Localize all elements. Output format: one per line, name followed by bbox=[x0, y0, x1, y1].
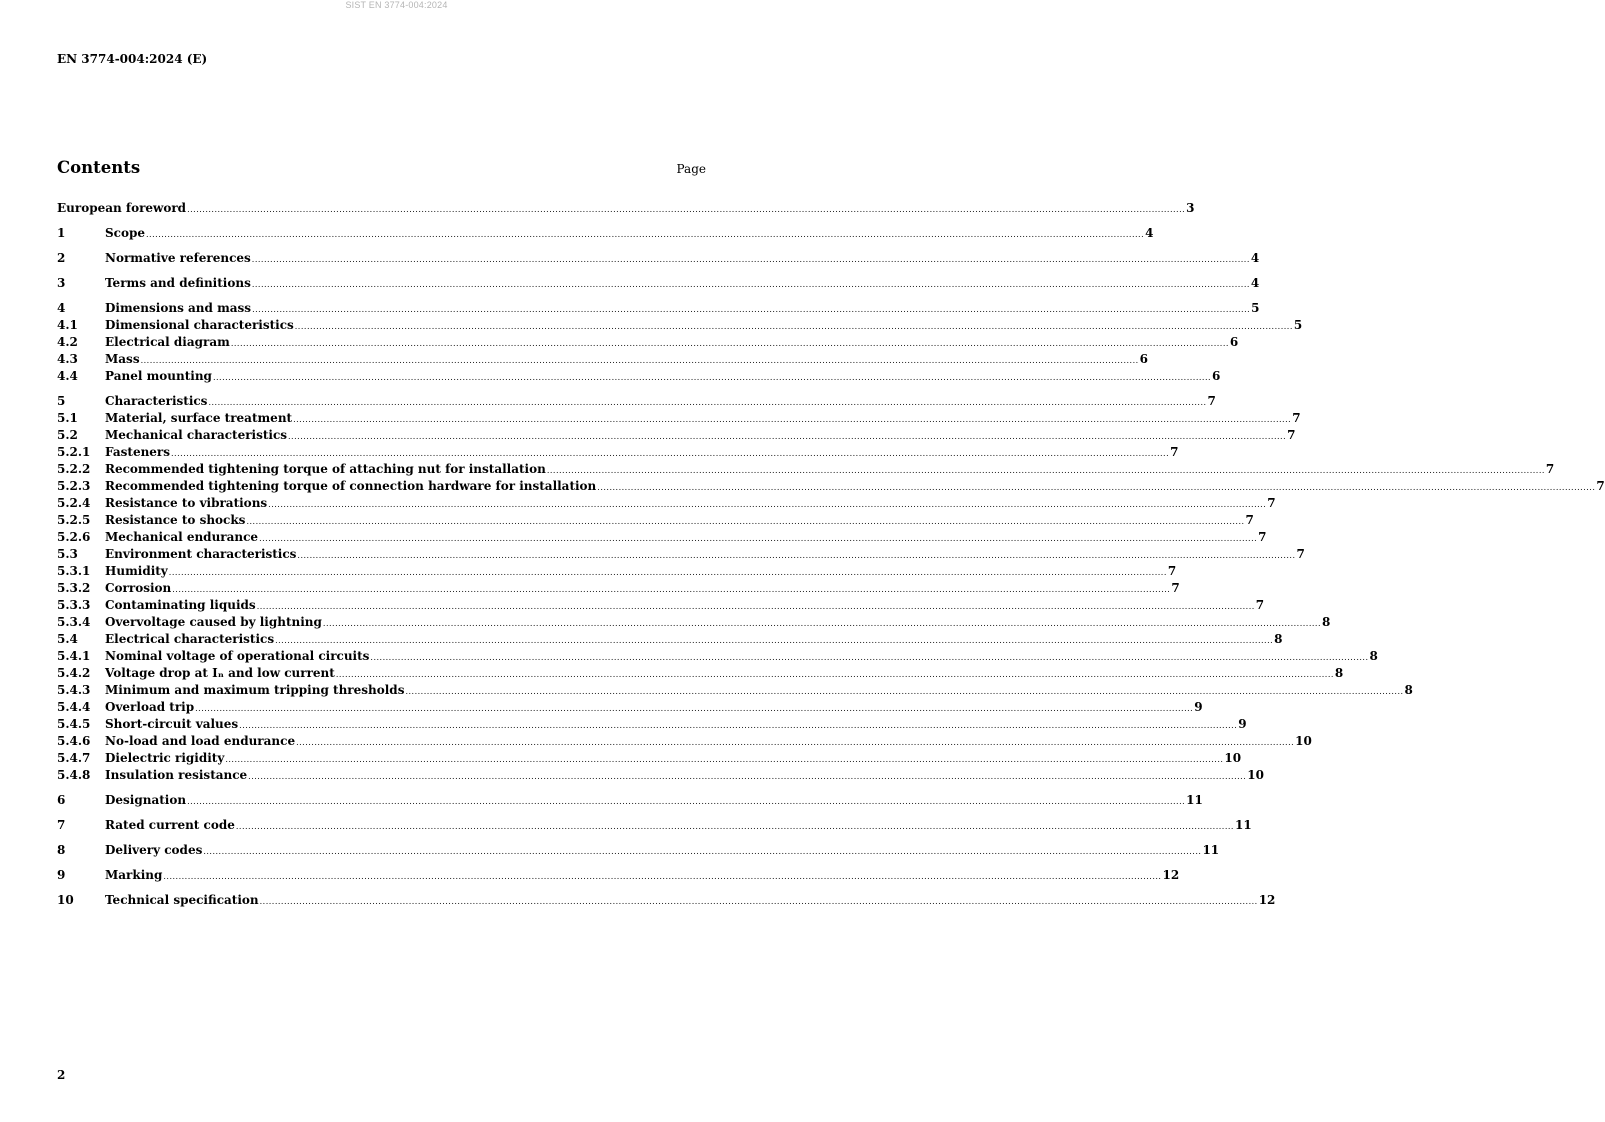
toc-entry-title: No-load and load endurance bbox=[105, 734, 296, 748]
toc-entry-page: 7 bbox=[1170, 445, 1179, 459]
toc-entry[interactable] bbox=[57, 275, 1260, 292]
toc-entry-number: 8 bbox=[57, 843, 66, 857]
toc-entry[interactable] bbox=[57, 563, 1177, 580]
toc-entry-title: Terms and definitions bbox=[105, 276, 251, 290]
toc-dot-leader bbox=[405, 683, 1403, 700]
toc-entry-title: Panel mounting bbox=[105, 369, 212, 383]
toc-dot-leader bbox=[268, 496, 1266, 513]
toc-entry-number: 1 bbox=[57, 226, 66, 240]
toc-entry-page: 3 bbox=[1186, 201, 1195, 215]
toc-dot-leader bbox=[236, 818, 1234, 835]
toc-entry[interactable] bbox=[57, 529, 1267, 546]
toc-dot-leader bbox=[252, 301, 1250, 318]
toc-entry-title: Environment characteristics bbox=[105, 547, 297, 561]
toc-entry-page: 11 bbox=[1202, 843, 1220, 857]
toc-entry-page: 7 bbox=[1292, 411, 1301, 425]
toc-entry[interactable] bbox=[57, 597, 1265, 614]
toc-entry[interactable] bbox=[57, 250, 1260, 267]
toc-dot-leader bbox=[203, 843, 1201, 860]
toc-entry-number: 5.2.5 bbox=[57, 513, 91, 527]
toc-entry-title: Designation bbox=[105, 793, 187, 807]
toc-entry-page: 7 bbox=[1267, 496, 1276, 510]
toc-dot-leader bbox=[323, 615, 1321, 632]
toc-entry[interactable] bbox=[57, 767, 1264, 784]
toc-dot-leader bbox=[288, 428, 1286, 445]
toc-entry-page: 7 bbox=[1545, 462, 1555, 476]
toc-entry[interactable] bbox=[57, 410, 1301, 427]
toc-entry-number: 5.4.2 bbox=[57, 666, 91, 680]
toc-entry-page: 6 bbox=[1139, 352, 1149, 366]
toc-entry-title: Technical specification bbox=[105, 893, 259, 907]
toc-entry[interactable] bbox=[57, 478, 1605, 495]
table-of-contents bbox=[57, 200, 1605, 909]
toc-entry-page: 12 bbox=[1258, 893, 1276, 907]
toc-entry-page: 4 bbox=[1250, 276, 1260, 290]
toc-entry[interactable] bbox=[57, 716, 1247, 733]
toc-entry[interactable] bbox=[57, 300, 1260, 317]
toc-entry-title: Delivery codes bbox=[105, 843, 203, 857]
toc-entry[interactable] bbox=[57, 368, 1221, 385]
toc-dot-leader bbox=[597, 479, 1595, 496]
toc-entry[interactable] bbox=[57, 665, 1344, 682]
toc-entry-number: 4.3 bbox=[57, 352, 78, 366]
toc-entry[interactable] bbox=[57, 461, 1555, 478]
toc-entry-page: 8 bbox=[1274, 632, 1283, 646]
toc-entry-number: 5.2.4 bbox=[57, 496, 91, 510]
toc-entry[interactable] bbox=[57, 393, 1216, 410]
toc-entry[interactable] bbox=[57, 225, 1154, 242]
toc-entry-page: 10 bbox=[1224, 751, 1242, 765]
toc-entry[interactable] bbox=[57, 334, 1239, 351]
toc-entry[interactable] bbox=[57, 792, 1203, 809]
toc-entry[interactable] bbox=[57, 444, 1179, 461]
toc-dot-leader bbox=[259, 530, 1257, 547]
toc-entry[interactable] bbox=[57, 648, 1378, 665]
toc-dot-leader bbox=[295, 318, 1293, 335]
toc-entry-number: 5.4.8 bbox=[57, 768, 91, 782]
toc-entry-title: Material, surface treatment bbox=[105, 411, 293, 425]
toc-entry-number: 5.2.2 bbox=[57, 462, 91, 476]
toc-entry-page: 10 bbox=[1295, 734, 1312, 748]
toc-entry-number: 4.2 bbox=[57, 335, 78, 349]
toc-entry-page: 7 bbox=[1245, 513, 1254, 527]
toc-dot-leader bbox=[225, 751, 1223, 768]
toc-dot-leader bbox=[239, 717, 1237, 734]
toc-entry-title: Short-circuit values bbox=[105, 717, 239, 731]
toc-entry-page: 7 bbox=[1296, 547, 1305, 561]
toc-dot-leader bbox=[141, 352, 1139, 369]
toc-dot-leader bbox=[172, 581, 1170, 598]
toc-entry-number: 5.3.3 bbox=[57, 598, 91, 612]
toc-entry-title: Voltage drop at Iₙ and low current bbox=[105, 666, 335, 680]
toc-entry-title: Humidity bbox=[105, 564, 168, 578]
toc-entry[interactable] bbox=[57, 682, 1413, 699]
toc-dot-leader bbox=[171, 445, 1169, 462]
toc-entry-title: Dimensional characteristics bbox=[105, 318, 294, 332]
toc-entry[interactable] bbox=[57, 317, 1303, 334]
toc-entry-title: Mechanical characteristics bbox=[105, 428, 288, 442]
toc-entry-page: 9 bbox=[1238, 717, 1247, 731]
toc-entry-number: 4.4 bbox=[57, 369, 78, 383]
toc-entry-number: 5.2 bbox=[57, 428, 78, 442]
toc-entry[interactable] bbox=[57, 427, 1296, 444]
toc-dot-leader bbox=[169, 564, 1167, 581]
toc-entry-number: 5.2.6 bbox=[57, 530, 91, 544]
toc-entry-title: Dielectric rigidity bbox=[105, 751, 225, 765]
toc-entry-number: 5.1 bbox=[57, 411, 78, 425]
toc-entry-number: 4.1 bbox=[57, 318, 78, 332]
toc-entry[interactable] bbox=[57, 892, 1276, 909]
page-number: 2 bbox=[57, 1068, 66, 1082]
toc-entry-number: 5.4.5 bbox=[57, 717, 91, 731]
toc-dot-leader bbox=[213, 369, 1211, 386]
toc-entry-number: 10 bbox=[57, 893, 74, 907]
toc-entry-title: European foreword bbox=[57, 201, 187, 215]
toc-entry-title: Resistance to vibrations bbox=[105, 496, 268, 510]
toc-entry-number: 2 bbox=[57, 251, 66, 265]
toc-entry-title: Electrical diagram bbox=[105, 335, 230, 349]
toc-entry[interactable] bbox=[57, 842, 1220, 859]
watermark: SIST EN 3774-004:2024 bbox=[345, 0, 448, 10]
toc-entry-number: 6 bbox=[57, 793, 66, 807]
toc-dot-leader bbox=[248, 768, 1246, 785]
toc-entry-page: 8 bbox=[1322, 615, 1331, 629]
toc-entry-title: Contaminating liquids bbox=[105, 598, 256, 612]
toc-entry-number: 5 bbox=[57, 394, 66, 408]
toc-entry-page: 7 bbox=[1596, 479, 1605, 493]
toc-entry[interactable] bbox=[57, 750, 1242, 767]
toc-entry-title: Overload trip bbox=[105, 700, 195, 714]
toc-entry-title: Minimum and maximum tripping thresholds bbox=[105, 683, 405, 697]
toc-dot-leader bbox=[187, 201, 1185, 218]
toc-dot-leader bbox=[187, 793, 1185, 810]
toc-entry-page: 7 bbox=[1258, 530, 1267, 544]
toc-entry-number: 4 bbox=[57, 301, 66, 315]
toc-dot-leader bbox=[231, 335, 1229, 352]
toc-entry-page: 4 bbox=[1145, 226, 1154, 240]
toc-entry-title: Overvoltage caused by lightning bbox=[105, 615, 322, 629]
toc-entry-page: 7 bbox=[1207, 394, 1216, 408]
toc-entry[interactable] bbox=[57, 631, 1283, 648]
toc-entry[interactable] bbox=[57, 867, 1180, 884]
toc-entry-number: 5.4.6 bbox=[57, 734, 91, 748]
toc-entry-page: 6 bbox=[1212, 369, 1221, 383]
toc-entry-title: Electrical characteristics bbox=[105, 632, 275, 646]
toc-entry-page: 7 bbox=[1171, 581, 1180, 595]
toc-entry[interactable] bbox=[57, 200, 1195, 217]
toc-entry-number: 5.3.4 bbox=[57, 615, 91, 629]
toc-dot-leader bbox=[260, 893, 1258, 910]
toc-entry-number: 5.2.3 bbox=[57, 479, 91, 493]
toc-dot-leader bbox=[297, 547, 1295, 564]
toc-entry-page: 8 bbox=[1404, 683, 1413, 697]
toc-entry-page: 7 bbox=[1167, 564, 1177, 578]
toc-dot-leader bbox=[293, 411, 1291, 428]
toc-dot-leader bbox=[252, 251, 1250, 268]
toc-entry-title: Dimensions and mass bbox=[105, 301, 252, 315]
toc-entry-title: Corrosion bbox=[105, 581, 172, 595]
toc-entry-title: Resistance to shocks bbox=[105, 513, 246, 527]
toc-entry-page: 10 bbox=[1247, 768, 1264, 782]
toc-entry[interactable] bbox=[57, 614, 1331, 631]
toc-entry-number: 5.4.7 bbox=[57, 751, 91, 765]
page-column-label: Page bbox=[676, 162, 706, 176]
toc-entry[interactable] bbox=[57, 546, 1305, 563]
toc-entry-title: Nominal voltage of operational circuits bbox=[105, 649, 370, 663]
toc-entry-page: 8 bbox=[1334, 666, 1344, 680]
toc-dot-leader bbox=[547, 462, 1545, 479]
toc-entry-title: Mass bbox=[105, 352, 140, 366]
document-id: EN 3774-004:2024 (E) bbox=[57, 52, 208, 66]
toc-entry-number: 3 bbox=[57, 276, 66, 290]
toc-entry-title: Recommended tightening torque of attaching nut for installation bbox=[105, 462, 546, 476]
toc-entry-title: Insulation resistance bbox=[105, 768, 248, 782]
toc-entry[interactable] bbox=[57, 512, 1254, 529]
toc-entry[interactable] bbox=[57, 580, 1180, 597]
toc-entry-number: 5.2.1 bbox=[57, 445, 91, 459]
toc-entry-title: Marking bbox=[105, 868, 163, 882]
toc-entry-page: 8 bbox=[1369, 649, 1378, 663]
toc-entry-title: Mechanical endurance bbox=[105, 530, 259, 544]
toc-dot-leader bbox=[370, 649, 1368, 666]
toc-dot-leader bbox=[252, 276, 1250, 293]
toc-entry-title: Fasteners bbox=[105, 445, 171, 459]
toc-entry-page: 7 bbox=[1255, 598, 1265, 612]
toc-entry-page: 12 bbox=[1162, 868, 1180, 882]
toc-entry-title: Scope bbox=[105, 226, 146, 240]
toc-dot-leader bbox=[195, 700, 1193, 717]
toc-entry-title: Characteristics bbox=[105, 394, 208, 408]
toc-entry-number: 7 bbox=[57, 818, 66, 832]
toc-entry-page: 9 bbox=[1194, 700, 1203, 714]
toc-entry[interactable] bbox=[57, 817, 1252, 834]
toc-entry-page: 11 bbox=[1186, 793, 1203, 807]
toc-entry-page: 5 bbox=[1293, 318, 1303, 332]
toc-entry-number: 5.3 bbox=[57, 547, 78, 561]
toc-dot-leader bbox=[257, 598, 1255, 615]
toc-entry[interactable] bbox=[57, 351, 1149, 368]
toc-dot-leader bbox=[146, 226, 1144, 243]
toc-dot-leader bbox=[246, 513, 1244, 530]
toc-entry-number: 5.3.1 bbox=[57, 564, 91, 578]
toc-entry-number: 5.4.1 bbox=[57, 649, 91, 663]
toc-entry-number: 5.4 bbox=[57, 632, 78, 646]
toc-entry-title: Rated current code bbox=[105, 818, 235, 832]
toc-entry-page: 6 bbox=[1229, 335, 1239, 349]
toc-dot-leader bbox=[296, 734, 1294, 751]
toc-entry[interactable] bbox=[57, 733, 1312, 750]
toc-entry-number: 9 bbox=[57, 868, 66, 882]
toc-entry[interactable] bbox=[57, 699, 1203, 716]
toc-dot-leader bbox=[336, 666, 1334, 683]
toc-dot-leader bbox=[275, 632, 1273, 649]
toc-entry-page: 5 bbox=[1251, 301, 1260, 315]
toc-entry-number: 5.3.2 bbox=[57, 581, 91, 595]
toc-entry-number: 5.4.3 bbox=[57, 683, 91, 697]
toc-entry-title: Recommended tightening torque of connection hardware for installation bbox=[105, 479, 597, 493]
toc-entry-page: 11 bbox=[1234, 818, 1252, 832]
toc-entry-page: 4 bbox=[1250, 251, 1260, 265]
toc-entry-number: 5.4.4 bbox=[57, 700, 91, 714]
toc-entry[interactable] bbox=[57, 495, 1276, 512]
contents-title: Contents bbox=[57, 158, 141, 177]
toc-entry-page: 7 bbox=[1287, 428, 1296, 442]
toc-dot-leader bbox=[163, 868, 1161, 885]
toc-entry-title: Normative references bbox=[105, 251, 251, 265]
toc-dot-leader bbox=[208, 394, 1206, 411]
